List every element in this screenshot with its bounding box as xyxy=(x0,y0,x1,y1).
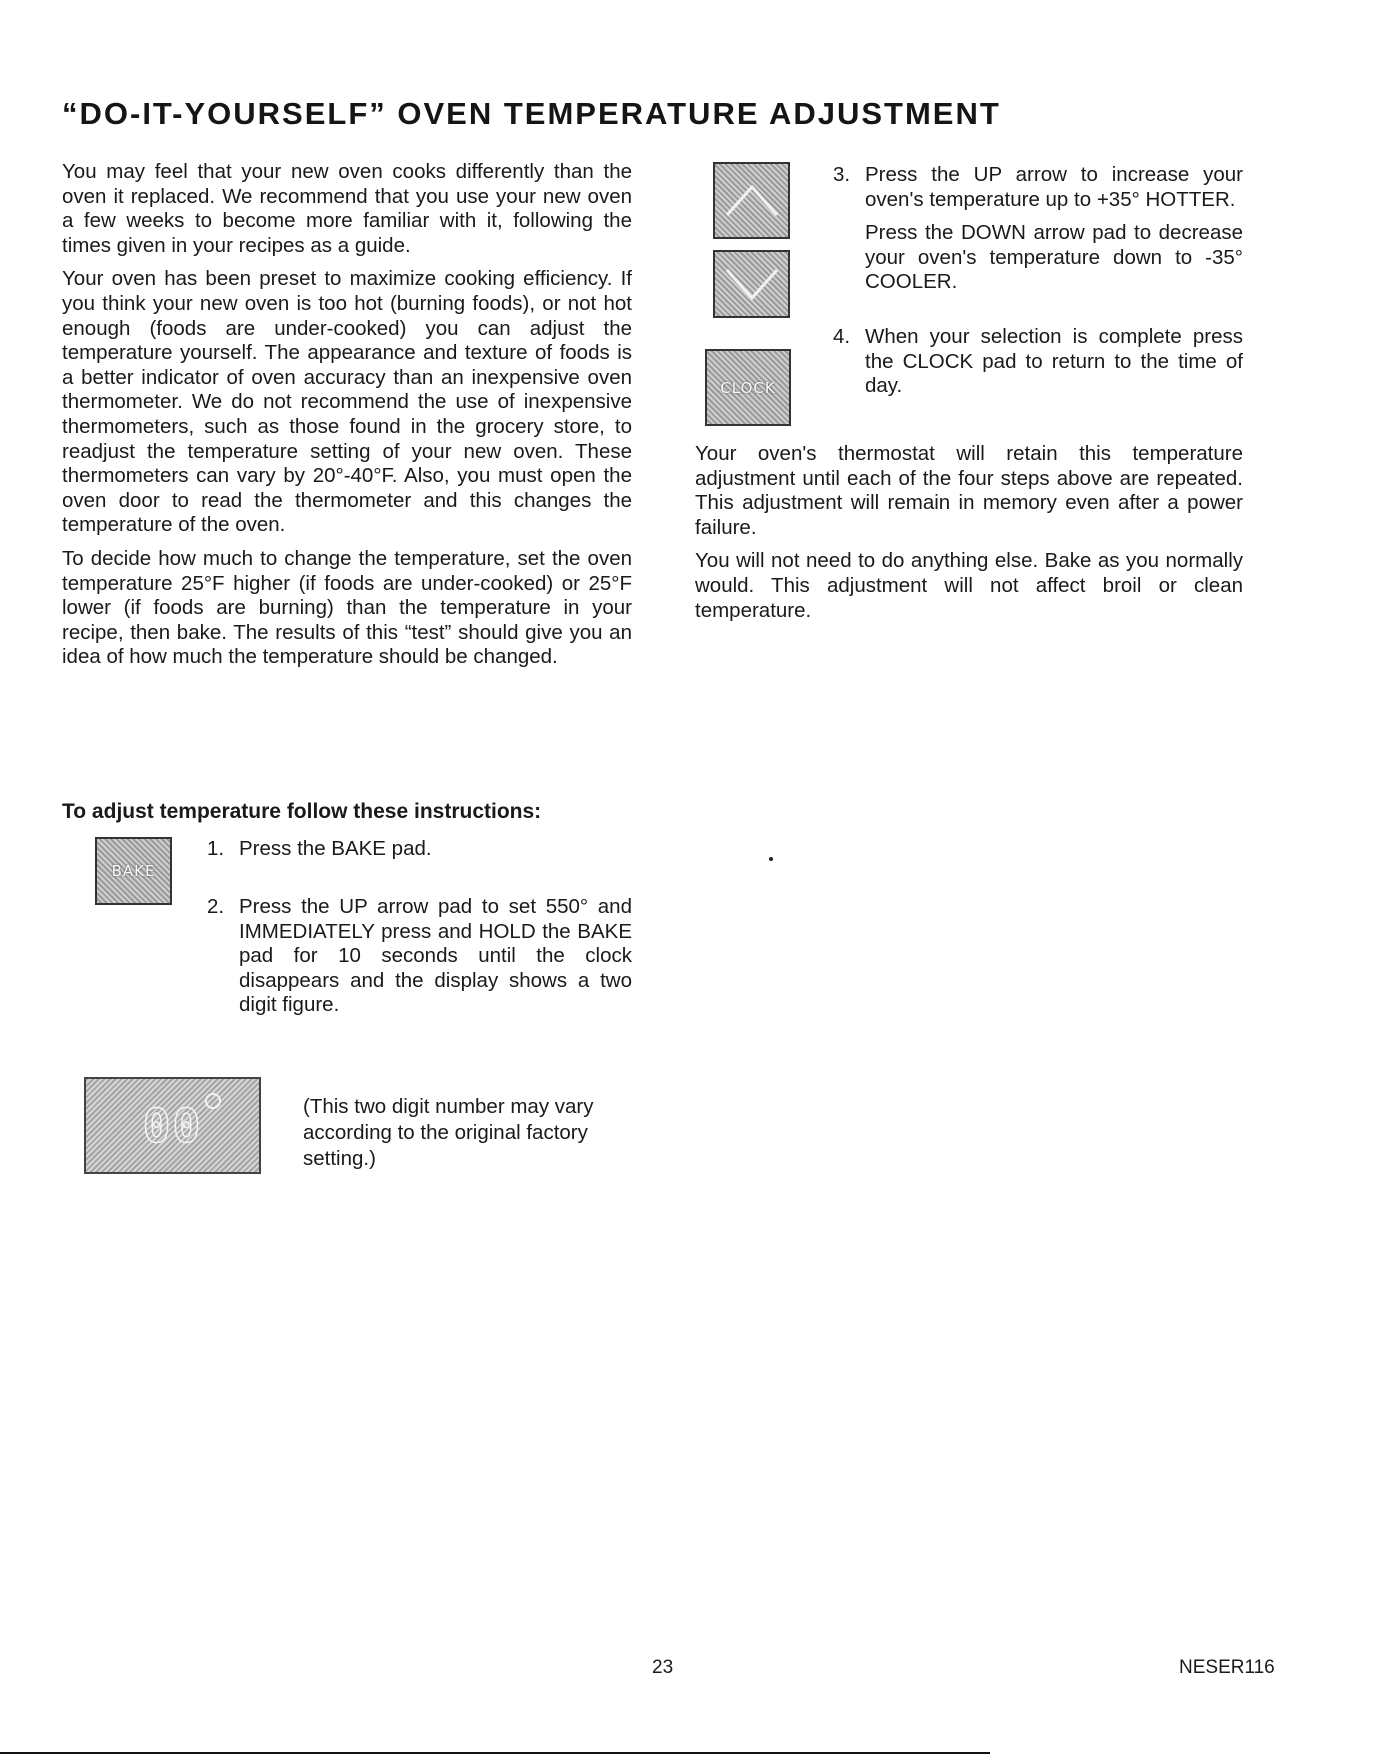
scan-speck xyxy=(769,857,773,861)
document-code: NESER116 xyxy=(1179,1657,1275,1678)
bake-pad-icon xyxy=(95,837,172,905)
step-2-text: Press the UP arrow pad to set 550° and IMMEDIATELY press and HOLD the BAKE pad for 10 seconds until the clock disappears and the display shows a two digit figure. xyxy=(239,895,632,1017)
page-number: 23 xyxy=(652,1657,674,1678)
step-2 xyxy=(207,895,632,1027)
display-icon xyxy=(84,1077,261,1174)
step-1-number: 1. xyxy=(207,837,225,860)
intro-paragraph-2: Your oven has been preset to maximize cooking efficiency. If you think your new oven is too hot (burning foods), or not hot enough (foods are under-cooked) you can adjust the temperature yourself. The appearance and texture of foods is a better indicator of oven accuracy than an inexpensive oven thermometer. We do not recommend the use of inexpensive thermometers, such as those found in the grocery store, to readjust the temperature setting of your new oven. These thermometers can vary by 20°-40°F. Also, you must open the oven door to read the thermometer and this changes the temperature of the oven. xyxy=(62,267,632,537)
closing-paragraph-2: You will not need to do anything else. Bake as you normally would. This adjustment will not affect broil or clean temperature. xyxy=(695,549,1243,622)
step-3 xyxy=(833,163,1243,304)
step-4 xyxy=(833,325,1243,408)
step-4-text: When your selection is complete press the CLOCK pad to return to the time of day. xyxy=(865,325,1243,398)
step-3-number: 3. xyxy=(833,163,851,186)
step-1 xyxy=(207,837,632,871)
step-3-text-b: Press the DOWN arrow pad to decrease your oven's temperature down to -35° COOLER. xyxy=(865,221,1243,294)
page-title: “DO-IT-YOURSELF” OVEN TEMPERATURE ADJUSTMENT xyxy=(62,96,1001,131)
up-chevron-icon xyxy=(723,181,781,221)
display-note: (This two digit number may vary according to the original factory setting.) xyxy=(303,1095,594,1170)
instructions-heading: To adjust temperature follow these instructions: xyxy=(62,800,542,823)
up-arrow-pad-icon xyxy=(713,162,790,239)
step-1-text: Press the BAKE pad. xyxy=(239,837,432,860)
intro-section xyxy=(62,160,632,670)
closing-paragraph-1: Your oven's thermostat will retain this temperature adjustment until each of the four steps above are repeated. This adjustment will remain in memory even after a power failure. xyxy=(695,442,1243,539)
down-arrow-pad-icon xyxy=(713,250,790,318)
intro-paragraph-1: You may feel that your new oven cooks differently than the oven it replaced. We recommend that you use your new oven a few weeks to become more familiar with it, following the times given in your recipes as a guide. xyxy=(62,160,632,257)
down-chevron-icon xyxy=(723,264,781,304)
bottom-rule xyxy=(0,1752,990,1754)
clock-pad-label: CLOCK xyxy=(720,378,776,397)
clock-pad-icon xyxy=(705,349,791,426)
intro-paragraph-3: To decide how much to change the temperature, set the oven temperature 25°F higher (if foods are under-cooked) or 25°F lower (if foods are burning) than the temperature in your recipe, then bake. The results of this “test” should give you an idea of how much the temperature should be changed. xyxy=(62,546,632,669)
step-4-number: 4. xyxy=(833,325,851,348)
step-2-number: 2. xyxy=(207,895,225,918)
degree-symbol-icon xyxy=(205,1093,221,1109)
closing-section xyxy=(695,442,1243,623)
bake-pad-label: BAKE xyxy=(111,862,156,880)
step-3-text-a: Press the UP arrow to increase your oven's temperature up to +35° HOTTER. xyxy=(865,163,1243,211)
display-digits: 00 xyxy=(142,1098,203,1153)
